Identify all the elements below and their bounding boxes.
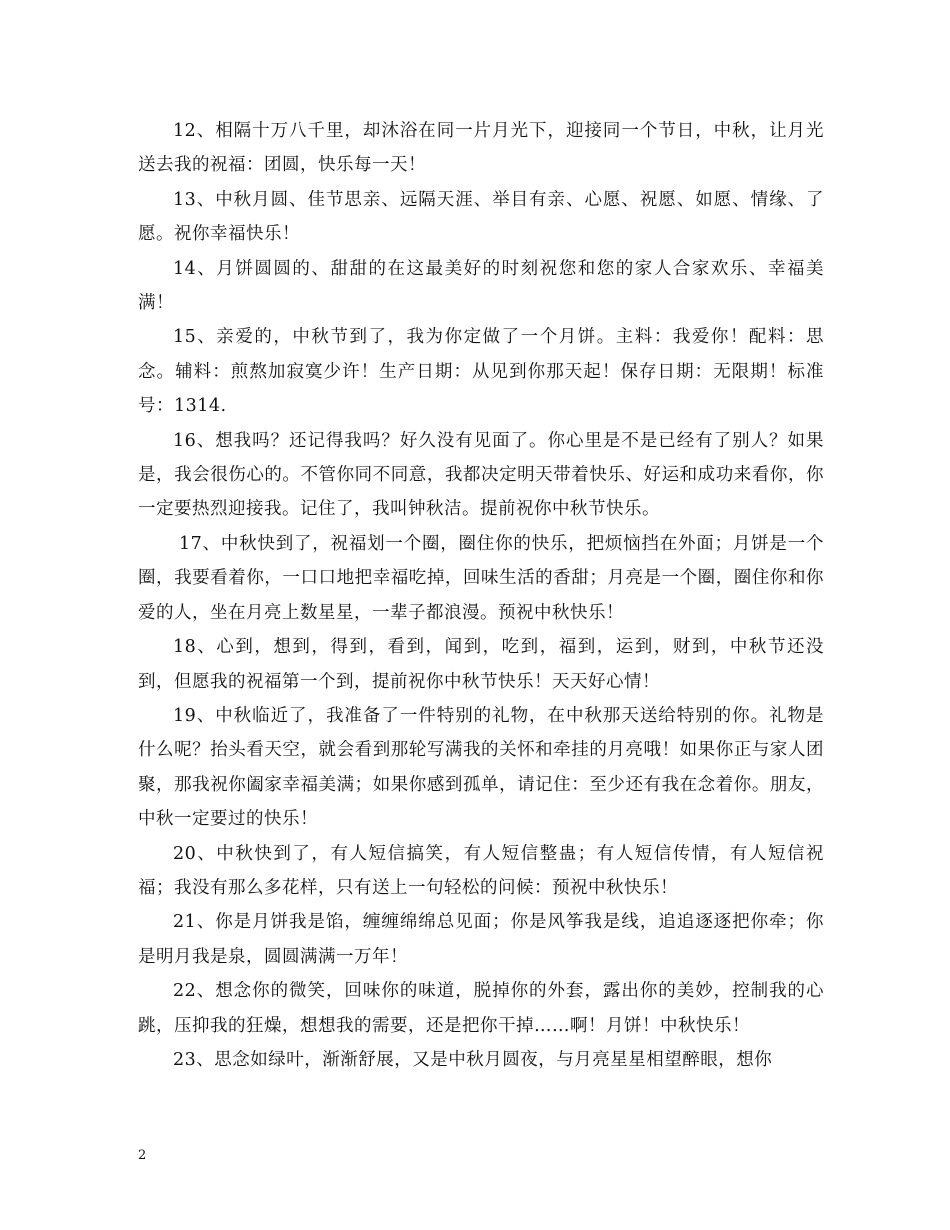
paragraph-12: 12、相隔十万八千里，却沐浴在同一片月光下，迎接同一个节日，中秋，让月光送去我的祝福：团圆，快乐每一天！ [138,121,824,176]
paragraph-17: 17、中秋快到了，祝福划一个圈，圈住你的快乐，把烦恼挡在外面；月饼是一个圈，我要看着你，一口口地把幸福吃掉，回味生活的香甜；月亮是一个圈，圈住你和你爱的人，坐在月亮上数星星，一辈子都浪漫。预祝中秋快乐！ [138,533,824,623]
paragraph-16: 16、想我吗？还记得我吗？好久没有见面了。你心里是不是已经有了别人？如果是，我会很伤心的。不管你同不同意，我都决定明天带着快乐、好运和成功来看你，你一定要热烈迎接我。记住了，我叫钟秋洁。提前祝你中秋节快乐。 [138,430,824,520]
document-body [138,114,824,1077]
paragraph-13: 13、中秋月圆、佳节思亲、远隔天涯、举目有亲、心愿、祝愿、如愿、情缘、了愿。祝你幸福快乐！ [138,189,824,245]
paragraph-23: 23、思念如绿叶，渐渐舒展，又是中秋月圆夜，与月亮星星相望醉眼，想你 [173,1049,773,1070]
page-number: 2 [138,1148,147,1163]
paragraph-20: 20、中秋快到了，有人短信搞笑，有人短信整蛊；有人短信传情，有人短信祝福；我没有那么多花样，只有送上一句轻松的问候：预祝中秋快乐！ [138,843,824,898]
paragraph-19: 19、中秋临近了，我准备了一件特别的礼物，在中秋那天送给特别的你。礼物是什么呢？抬头看天空，就会看到那轮写满我的关怀和牵挂的月亮哦！如果你正与家人团聚，那我祝你阖家幸福美满；如果你感到孤单，请记住：至少还有我在念着你。朋友，中秋一定要过的快乐！ [138,705,824,830]
paragraph-14: 14、月饼圆圆的、甜甜的在这最美好的时刻祝您和您的家人合家欢乐、幸福美满！ [138,258,824,314]
paragraph-18: 18、心到，想到，得到，看到，闻到，吃到，福到，运到，财到，中秋节还没到，但愿我的祝福第一个到，提前祝你中秋节快乐！天天好心情！ [138,637,824,692]
paragraph-21: 21、你是月饼我是馅，缠缠绵绵总见面；你是风筝我是线，追追逐逐把你牵；你是明月我是泉，圆圆满满一万年！ [138,912,824,967]
paragraph-15: 15、亲爱的，中秋节到了，我为你定做了一个月饼。主料：我爱你！配料：思念。辅料：煎熬加寂寞少许！生产日期：从见到你那天起！保存日期：无限期！标准号：1314. [138,327,824,417]
paragraph-22: 22、想念你的微笑，回味你的味道，脱掉你的外套，露出你的美妙，控制我的心跳，压抑我的狂燥，想想我的需要，还是把你干掉……啊！月饼！中秋快乐！ [138,981,824,1036]
